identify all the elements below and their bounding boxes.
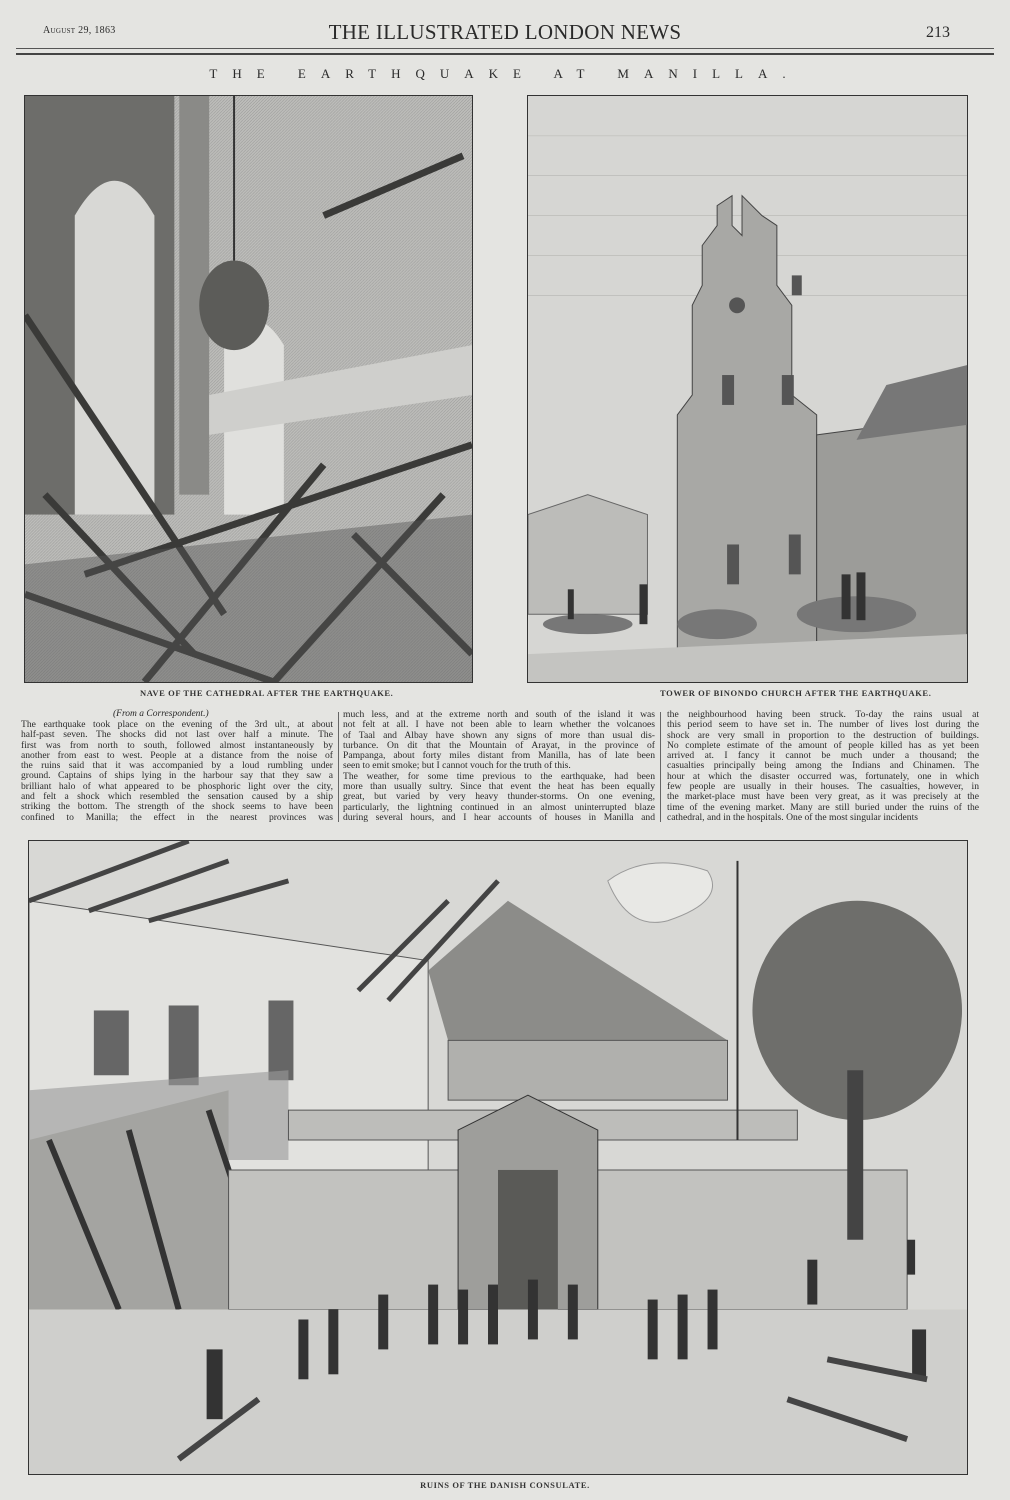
text-line: of Taal and Albay have shown any signs of more than usual dis- (343, 729, 655, 741)
illustration-caption-3: RUINS OF THE DANISH CONSULATE. (420, 1480, 590, 1490)
text-line: shock are very small in proportion to the destruction of buildings. (667, 729, 979, 741)
text-line: confined to Manilla; the effect in the nearest provinces was (21, 811, 333, 823)
text-line: great, but varied by very heavy thunder-storms. On one evening, (343, 791, 655, 803)
text-column-1 (21, 720, 333, 823)
text-line: seen to emit smoke; but I cannot vouch for the truth of this. (343, 760, 571, 772)
text-line: this period seem to have set in. The number of lives lost during the (667, 719, 979, 731)
column-divider (338, 712, 339, 822)
text-line: casualties principally being among the Indians and Chinamen. The (667, 760, 979, 772)
text-column-3 (667, 710, 979, 823)
text-line: another from east to west. People at a distance from the noise of (21, 749, 333, 761)
text-line: and felt a shock which resembled the sensation caused by a ship (21, 791, 333, 803)
danish-consulate-illustration (28, 840, 968, 1475)
issue-date: August 29, 1863 (43, 25, 116, 36)
text-line: The weather, for some time previous to the earthquake, had been (343, 770, 655, 782)
illustration-caption-1: NAVE OF THE CATHEDRAL AFTER THE EARTHQUAKE. (140, 688, 394, 698)
text-line: time of the evening market. Many are still buried under the ruins of the (667, 801, 979, 813)
text-line: the neighbourhood having been struck. To-day the rains usual at (667, 709, 979, 720)
text-line: turbance. On dit that the Mountain of Arayat, in the province of (343, 739, 655, 751)
text-line: ground. Captains of ships lying in the harbour say that they saw a (21, 770, 333, 782)
text-line: half-past seven. The shocks did not last over half a minute. The (21, 729, 333, 741)
text-line: not felt at all. I have not been able to learn whether the volcanoes (343, 719, 655, 731)
text-line: during several hours, and I hear accounts of houses in Manilla and (343, 811, 655, 823)
text-line: particularly, the lightning continued in an almost uninterrupted blaze (343, 801, 655, 813)
article-title: THE EARTHQUAKE AT MANILLA. (209, 66, 801, 81)
text-line: first was from north to south, followed almost instantaneously by (21, 739, 333, 751)
page-number: 213 (926, 24, 950, 41)
header-rule (16, 48, 994, 55)
text-line: striking the bottom. The strength of the shock seems to have been (21, 801, 333, 813)
text-line: arrived at. I fancy it cannot be much under a thousand; the (667, 750, 979, 762)
text-line: cathedral, and in the hospitals. One of the most singular incidents (667, 811, 918, 823)
text-line: Pampanga, about forty miles distant from Manilla, has of late been (343, 750, 655, 762)
text-line: few people are usually in their houses. The casualties, however, in (667, 781, 979, 793)
text-line: brilliant halo of what appeared to be phosphoric light over the city, (21, 780, 333, 792)
text-line: No complete estimate of the amount of people killed has as yet been (667, 739, 979, 751)
cathedral-nave-illustration (24, 95, 473, 683)
text-line: the ruins said that it was accompanied by a loud rumbling under (21, 760, 333, 772)
column-divider (660, 712, 661, 822)
binondo-tower-illustration (527, 95, 968, 683)
text-line: hour at which the disaster occurred was, fortunately, one in which (667, 770, 979, 782)
text-line: the market-place must have been very great, as it was precisely at the (667, 791, 979, 803)
text-line: more than usually sultry. Since that event the heat has been equally (343, 781, 655, 793)
text-column-2 (343, 710, 655, 823)
byline: (From a Correspondent.) (113, 709, 209, 719)
text-line: much less, and at the extreme north and south of the island it was (343, 709, 655, 720)
text-line: The earthquake took place on the evening of the 3rd ult., at about (21, 719, 333, 730)
illustration-caption-2: TOWER OF BINONDO CHURCH AFTER THE EARTHQUAKE. (660, 688, 932, 698)
publication-title: THE ILLUSTRATED LONDON NEWS (328, 20, 682, 44)
